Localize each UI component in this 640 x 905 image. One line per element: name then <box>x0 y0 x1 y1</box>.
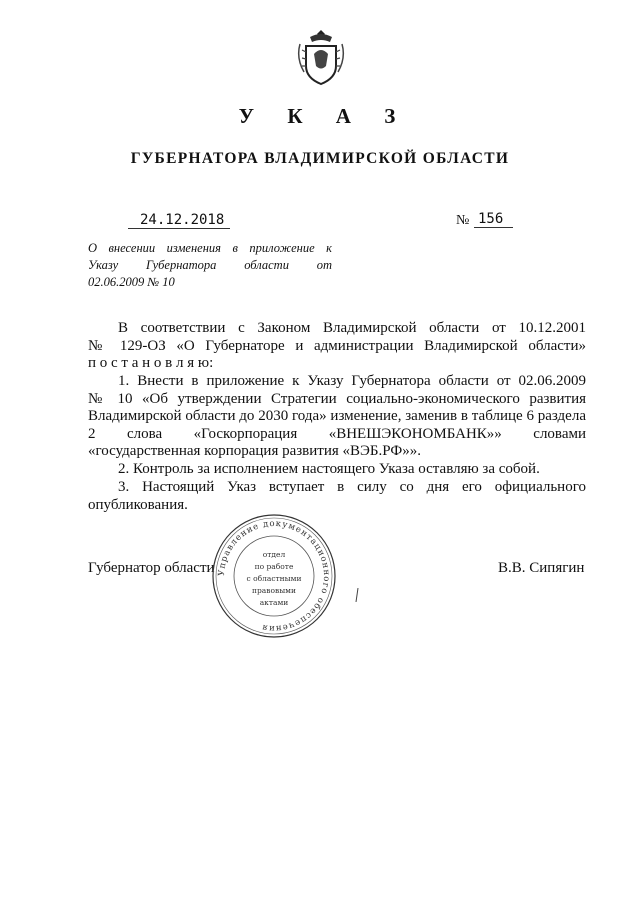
document-subtitle: ГУБЕРНАТОРА ВЛАДИМИРСКОЙ ОБЛАСТИ <box>130 150 510 167</box>
item-line: Владимирской области до 2030 года» изменение, заменив в таблице 6 раздела <box>88 408 586 425</box>
item-1 <box>88 373 586 461</box>
item-3 <box>88 479 586 514</box>
item-line: опубликования. <box>88 496 188 513</box>
preamble-line: № 129-ОЗ «О Губернаторе и администрации Владимирской области» <box>88 337 586 354</box>
item-line: № 10 «Об утверждении Стратегии социально-экономического развития <box>88 390 586 407</box>
document-title: У К А З <box>238 104 410 128</box>
item-line: 1. Внести в приложение к Указу Губернатора области от 02.06.2009 <box>118 373 586 389</box>
signatory-position: Губернатор области <box>88 560 215 576</box>
stamp-center-line: правовыми <box>251 586 297 595</box>
stamp-center-line: по работе <box>254 562 294 571</box>
stamp-center-line: с областными <box>246 574 302 583</box>
document-subject <box>88 240 332 291</box>
official-stamp <box>211 513 337 639</box>
subject-line: 02.06.2009 № 10 <box>88 275 175 289</box>
document-date: 24.12.2018 <box>128 212 230 229</box>
coat-of-arms-icon <box>296 28 346 88</box>
stamp-center-line: отдел <box>262 550 286 559</box>
preamble-line: В соответствии с Законом Владимирской области от 10.12.2001 <box>118 320 586 336</box>
pen-mark <box>355 588 359 602</box>
item-line: «государственная корпорация развития «ВЭБ.РФ»». <box>88 443 421 460</box>
number-label: № <box>456 213 470 228</box>
item-line: 3. Настоящий Указ вступает в силу со дня его официального <box>118 479 586 495</box>
item-2 <box>88 461 586 479</box>
preamble-line: п о с т а н о в л я ю: <box>88 355 214 372</box>
subject-line: О внесении изменения в приложение к <box>88 241 332 255</box>
subject-line: Указу Губернатора области от <box>88 258 332 272</box>
stamp-ring-text: Управление документационного обеспечения <box>216 518 332 634</box>
preamble <box>88 320 586 373</box>
item-line: 2 слова «Госкорпорация «ВНЕШЭКОНОМБАНК»» словами <box>88 425 586 442</box>
document-number: 156 <box>474 211 513 228</box>
stamp-center-line: актами <box>259 598 289 607</box>
item-line: 2. Контроль за исполнением настоящего Указа оставляю за собой. <box>118 461 540 477</box>
signatory-name: В.В. Сипягин <box>498 560 585 576</box>
